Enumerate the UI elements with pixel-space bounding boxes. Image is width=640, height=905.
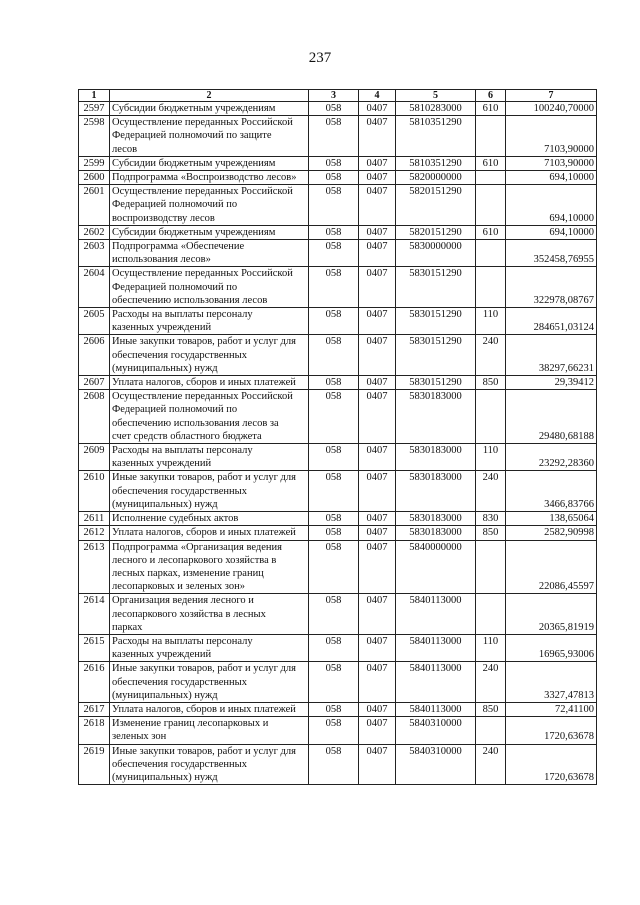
row-name-line: Расходы на выплаты персоналу xyxy=(112,445,253,457)
row-number: 2612 xyxy=(79,526,110,540)
row-section-code: 0407 xyxy=(359,717,396,744)
row-target-code: 5820151290 xyxy=(396,225,476,239)
row-number: 2611 xyxy=(79,512,110,526)
table-row xyxy=(79,225,597,239)
row-grbs-code: 058 xyxy=(309,102,359,116)
row-name-line: Организация ведения лесного и xyxy=(112,595,254,607)
row-number: 2604 xyxy=(79,267,110,308)
row-amount: 3327,47813 xyxy=(506,662,597,703)
row-grbs-code: 058 xyxy=(309,702,359,716)
row-amount: 284651,03124 xyxy=(506,308,597,335)
table-row xyxy=(79,171,597,185)
row-amount: 694,10000 xyxy=(506,171,597,185)
row-name-line: Иные закупки товаров, работ и услуг для xyxy=(112,472,296,484)
row-name-line: Расходы на выплаты персоналу xyxy=(112,635,253,647)
table-row xyxy=(79,526,597,540)
row-name xyxy=(110,390,309,444)
table-row xyxy=(79,240,597,267)
row-expense-type-code xyxy=(476,267,506,308)
row-target-code: 5820151290 xyxy=(396,185,476,226)
row-name-line: казенных учреждений xyxy=(112,458,212,470)
row-expense-type-code xyxy=(476,594,506,635)
row-target-code: 5840310000 xyxy=(396,744,476,785)
header-row xyxy=(79,90,597,102)
row-number: 2597 xyxy=(79,102,110,116)
row-expense-type-code: 240 xyxy=(476,744,506,785)
row-name-line: (муниципальных) нужд xyxy=(112,362,218,374)
row-number: 2610 xyxy=(79,471,110,512)
col-header-2: 2 xyxy=(110,90,309,102)
row-grbs-code: 058 xyxy=(309,526,359,540)
row-name xyxy=(110,444,309,471)
row-expense-type-code xyxy=(476,717,506,744)
row-name-line: Осуществление переданных Российской xyxy=(112,186,293,198)
row-number: 2609 xyxy=(79,444,110,471)
row-name-line: Федерацией полномочий по xyxy=(112,281,238,293)
row-name xyxy=(110,376,309,390)
row-amount: 29480,68188 xyxy=(506,390,597,444)
row-expense-type-code xyxy=(476,540,506,594)
row-number: 2615 xyxy=(79,634,110,661)
row-target-code: 5830183000 xyxy=(396,512,476,526)
row-section-code: 0407 xyxy=(359,335,396,376)
row-grbs-code: 058 xyxy=(309,335,359,376)
row-name xyxy=(110,717,309,744)
row-name-line: лесных парках, изменение границ xyxy=(112,567,264,579)
row-name-line: Расходы на выплаты персоналу xyxy=(112,309,253,321)
row-expense-type-code: 610 xyxy=(476,225,506,239)
row-target-code: 5830000000 xyxy=(396,240,476,267)
row-grbs-code: 058 xyxy=(309,717,359,744)
row-number: 2605 xyxy=(79,308,110,335)
row-name xyxy=(110,335,309,376)
row-amount: 2582,90998 xyxy=(506,526,597,540)
table-row xyxy=(79,444,597,471)
row-amount: 352458,76955 xyxy=(506,240,597,267)
row-name-line: лесного и лесопаркового хозяйства в xyxy=(112,554,277,566)
row-grbs-code: 058 xyxy=(309,240,359,267)
row-name-line: Иные закупки товаров, работ и услуг для xyxy=(112,745,296,757)
row-name-line: лесопаркового хозяйства в лесных xyxy=(112,608,266,620)
row-section-code: 0407 xyxy=(359,240,396,267)
row-number: 2606 xyxy=(79,335,110,376)
row-name-line: лесопарковых и зеленых зон» xyxy=(112,581,246,593)
row-target-code: 5830183000 xyxy=(396,444,476,471)
row-section-code: 0407 xyxy=(359,171,396,185)
row-grbs-code: 058 xyxy=(309,171,359,185)
row-name-line: Федерацией полномочий по xyxy=(112,404,238,416)
col-header-5: 5 xyxy=(396,90,476,102)
row-section-code: 0407 xyxy=(359,540,396,594)
row-section-code: 0407 xyxy=(359,702,396,716)
table-row xyxy=(79,376,597,390)
row-name-line: (муниципальных) нужд xyxy=(112,771,218,783)
table-row xyxy=(79,702,597,716)
row-amount: 38297,66231 xyxy=(506,335,597,376)
row-amount: 322978,08767 xyxy=(506,267,597,308)
row-name-line: Осуществление переданных Российской xyxy=(112,117,293,129)
row-amount: 138,65064 xyxy=(506,512,597,526)
row-amount: 72,41100 xyxy=(506,702,597,716)
row-grbs-code: 058 xyxy=(309,594,359,635)
col-header-1: 1 xyxy=(79,90,110,102)
row-number: 2613 xyxy=(79,540,110,594)
row-target-code: 5810351290 xyxy=(396,116,476,157)
row-number: 2608 xyxy=(79,390,110,444)
row-target-code: 5830151290 xyxy=(396,308,476,335)
row-amount: 29,39412 xyxy=(506,376,597,390)
table-row xyxy=(79,744,597,785)
row-name-line: обеспечению использования лесов за xyxy=(112,417,279,429)
row-name-line: Иные закупки товаров, работ и услуг для xyxy=(112,663,296,675)
row-grbs-code: 058 xyxy=(309,634,359,661)
row-amount: 23292,28360 xyxy=(506,444,597,471)
row-section-code: 0407 xyxy=(359,267,396,308)
row-target-code: 5840113000 xyxy=(396,594,476,635)
row-grbs-code: 058 xyxy=(309,376,359,390)
row-section-code: 0407 xyxy=(359,744,396,785)
row-number: 2614 xyxy=(79,594,110,635)
row-amount: 20365,81919 xyxy=(506,594,597,635)
row-name-line: Осуществление переданных Российской xyxy=(112,391,293,403)
table-row xyxy=(79,471,597,512)
row-name-line: обеспечения государственных xyxy=(112,758,247,770)
row-grbs-code: 058 xyxy=(309,116,359,157)
row-name-line: зеленых зон xyxy=(112,731,167,743)
row-target-code: 5840310000 xyxy=(396,717,476,744)
row-name xyxy=(110,225,309,239)
row-expense-type-code xyxy=(476,240,506,267)
row-name-line: казенных учреждений xyxy=(112,649,212,661)
row-name-line: лесов xyxy=(112,143,138,155)
row-section-code: 0407 xyxy=(359,308,396,335)
row-name xyxy=(110,156,309,170)
row-name xyxy=(110,634,309,661)
row-name xyxy=(110,540,309,594)
row-name xyxy=(110,662,309,703)
row-grbs-code: 058 xyxy=(309,267,359,308)
row-name-line: Подпрограмма «Организация ведения xyxy=(112,541,282,553)
row-number: 2603 xyxy=(79,240,110,267)
row-target-code: 5810283000 xyxy=(396,102,476,116)
table-row xyxy=(79,634,597,661)
row-name-line: Осуществление переданных Российской xyxy=(112,268,293,280)
row-name-line: Иные закупки товаров, работ и услуг для xyxy=(112,336,296,348)
table-row xyxy=(79,116,597,157)
row-name-line: Федерацией полномочий по защите xyxy=(112,130,272,142)
row-number: 2602 xyxy=(79,225,110,239)
row-grbs-code: 058 xyxy=(309,156,359,170)
page-number: 237 xyxy=(308,50,332,66)
row-name xyxy=(110,512,309,526)
row-amount: 7103,90000 xyxy=(506,116,597,157)
table-row xyxy=(79,308,597,335)
table-row xyxy=(79,102,597,116)
row-number: 2598 xyxy=(79,116,110,157)
row-grbs-code: 058 xyxy=(309,662,359,703)
row-name xyxy=(110,185,309,226)
row-target-code: 5840000000 xyxy=(396,540,476,594)
table-row xyxy=(79,335,597,376)
row-number: 2618 xyxy=(79,717,110,744)
row-name-line: обеспечению использования лесов xyxy=(112,294,268,306)
row-expense-type-code xyxy=(476,116,506,157)
row-section-code: 0407 xyxy=(359,390,396,444)
row-number: 2599 xyxy=(79,156,110,170)
row-amount: 694,10000 xyxy=(506,185,597,226)
table-body xyxy=(79,102,597,785)
row-target-code: 5830183000 xyxy=(396,471,476,512)
row-target-code: 5840113000 xyxy=(396,634,476,661)
row-name-line: Изменение границ лесопарковых и xyxy=(112,718,269,730)
row-name-line: Субсидии бюджетным учреждениям xyxy=(112,226,276,238)
row-expense-type-code xyxy=(476,185,506,226)
table-row xyxy=(79,717,597,744)
row-name xyxy=(110,308,309,335)
table-row xyxy=(79,540,597,594)
row-name xyxy=(110,702,309,716)
row-target-code: 5840113000 xyxy=(396,702,476,716)
row-number: 2601 xyxy=(79,185,110,226)
row-expense-type-code: 240 xyxy=(476,662,506,703)
row-section-code: 0407 xyxy=(359,594,396,635)
row-grbs-code: 058 xyxy=(309,471,359,512)
row-name-line: обеспечения государственных xyxy=(112,349,247,361)
row-target-code: 5830183000 xyxy=(396,390,476,444)
row-name-line: Уплата налогов, сборов и иных платежей xyxy=(112,527,296,539)
row-name-line: парках xyxy=(112,621,143,633)
row-name xyxy=(110,267,309,308)
row-grbs-code: 058 xyxy=(309,185,359,226)
row-section-code: 0407 xyxy=(359,185,396,226)
row-number: 2616 xyxy=(79,662,110,703)
col-header-4: 4 xyxy=(359,90,396,102)
row-amount: 3466,83766 xyxy=(506,471,597,512)
row-name-line: использования лесов» xyxy=(112,254,211,266)
row-name-line: счет средств областного бюджета xyxy=(112,430,262,442)
row-name-line: (муниципальных) нужд xyxy=(112,689,218,701)
row-name xyxy=(110,471,309,512)
row-section-code: 0407 xyxy=(359,526,396,540)
row-expense-type-code xyxy=(476,171,506,185)
row-grbs-code: 058 xyxy=(309,225,359,239)
row-name-line: обеспечения государственных xyxy=(112,485,247,497)
row-target-code: 5840113000 xyxy=(396,662,476,703)
row-expense-type-code: 610 xyxy=(476,102,506,116)
row-target-code: 5810351290 xyxy=(396,156,476,170)
row-amount: 694,10000 xyxy=(506,225,597,239)
row-expense-type-code: 110 xyxy=(476,308,506,335)
row-number: 2607 xyxy=(79,376,110,390)
row-section-code: 0407 xyxy=(359,102,396,116)
row-target-code: 5830151290 xyxy=(396,376,476,390)
row-number: 2617 xyxy=(79,702,110,716)
table-row xyxy=(79,390,597,444)
row-name-line: Подпрограмма «Воспроизводство лесов» xyxy=(112,172,297,184)
row-amount: 22086,45597 xyxy=(506,540,597,594)
row-name-line: Уплата налогов, сборов и иных платежей xyxy=(112,703,296,715)
row-amount: 1720,63678 xyxy=(506,717,597,744)
row-section-code: 0407 xyxy=(359,471,396,512)
row-expense-type-code: 110 xyxy=(476,634,506,661)
row-section-code: 0407 xyxy=(359,512,396,526)
row-target-code: 5830183000 xyxy=(396,526,476,540)
row-section-code: 0407 xyxy=(359,225,396,239)
row-section-code: 0407 xyxy=(359,116,396,157)
table-row xyxy=(79,662,597,703)
row-number: 2619 xyxy=(79,744,110,785)
row-expense-type-code xyxy=(476,390,506,444)
col-header-6: 6 xyxy=(476,90,506,102)
row-section-code: 0407 xyxy=(359,444,396,471)
row-amount: 1720,63678 xyxy=(506,744,597,785)
row-name xyxy=(110,594,309,635)
row-section-code: 0407 xyxy=(359,634,396,661)
row-expense-type-code: 850 xyxy=(476,526,506,540)
row-expense-type-code: 610 xyxy=(476,156,506,170)
row-expense-type-code: 110 xyxy=(476,444,506,471)
row-name xyxy=(110,102,309,116)
table-row xyxy=(79,512,597,526)
row-name xyxy=(110,526,309,540)
row-grbs-code: 058 xyxy=(309,444,359,471)
row-grbs-code: 058 xyxy=(309,308,359,335)
row-expense-type-code: 850 xyxy=(476,376,506,390)
row-name-line: Субсидии бюджетным учреждениям xyxy=(112,103,276,114)
row-expense-type-code: 240 xyxy=(476,335,506,376)
row-name xyxy=(110,116,309,157)
row-number: 2600 xyxy=(79,171,110,185)
table-row xyxy=(79,594,597,635)
row-section-code: 0407 xyxy=(359,662,396,703)
row-grbs-code: 058 xyxy=(309,390,359,444)
row-expense-type-code: 830 xyxy=(476,512,506,526)
row-name-line: обеспечения государственных xyxy=(112,676,247,688)
row-target-code: 5830151290 xyxy=(396,267,476,308)
table-row xyxy=(79,267,597,308)
row-section-code: 0407 xyxy=(359,156,396,170)
row-amount: 7103,90000 xyxy=(506,156,597,170)
col-header-3: 3 xyxy=(309,90,359,102)
row-grbs-code: 058 xyxy=(309,744,359,785)
row-name-line: (муниципальных) нужд xyxy=(112,498,218,510)
row-name xyxy=(110,240,309,267)
row-name-line: Субсидии бюджетным учреждениям xyxy=(112,157,276,169)
row-amount: 16965,93006 xyxy=(506,634,597,661)
row-name xyxy=(110,171,309,185)
table-row xyxy=(79,156,597,170)
row-name-line: Исполнение судебных актов xyxy=(112,513,239,525)
row-target-code: 5830151290 xyxy=(396,335,476,376)
row-name-line: Уплата налогов, сборов и иных платежей xyxy=(112,377,296,389)
row-name-line: Федерацией полномочий по xyxy=(112,199,238,211)
row-target-code: 5820000000 xyxy=(396,171,476,185)
row-grbs-code: 058 xyxy=(309,512,359,526)
col-header-7: 7 xyxy=(506,90,597,102)
row-amount: 100240,70000 xyxy=(506,102,597,116)
table-row xyxy=(79,185,597,226)
row-name xyxy=(110,744,309,785)
budget-table xyxy=(78,89,597,785)
row-grbs-code: 058 xyxy=(309,540,359,594)
row-expense-type-code: 240 xyxy=(476,471,506,512)
row-name-line: Подпрограмма «Обеспечение xyxy=(112,241,245,253)
row-name-line: воспроизводству лесов xyxy=(112,212,215,224)
row-name-line: казенных учреждений xyxy=(112,322,212,334)
row-expense-type-code: 850 xyxy=(476,702,506,716)
row-section-code: 0407 xyxy=(359,376,396,390)
